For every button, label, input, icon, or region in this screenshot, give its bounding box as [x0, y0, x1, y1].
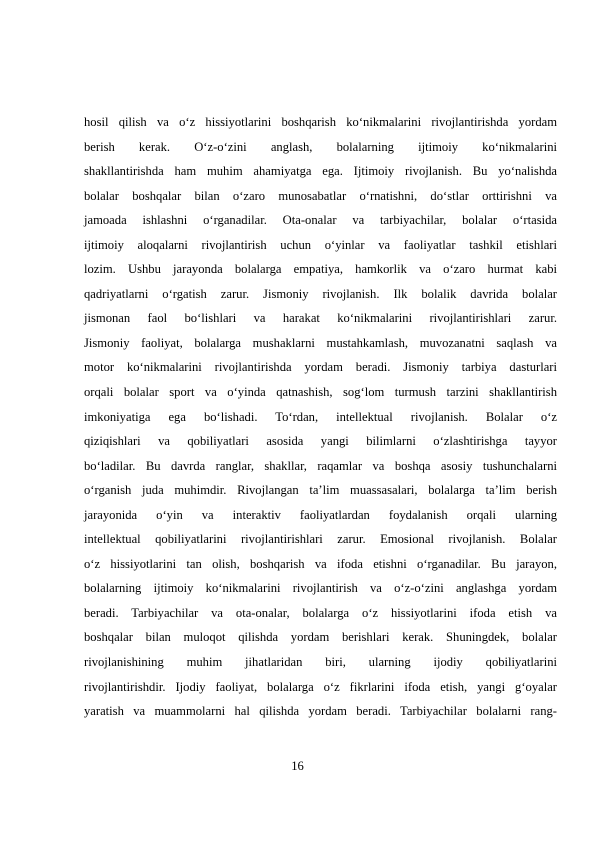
text-line: o‘rganish juda muhimdir. Rivojlangan ta’lim muassasalari, bolalarga ta’lim berish — [84, 483, 557, 498]
body-text — [84, 110, 557, 724]
text-line: hosil qilish va o‘z hissiyotlarini boshqarish ko‘nikmalarini rivojlantirishda yordam — [84, 115, 557, 129]
text-line: berish kerak. O‘z-o‘zini anglash, bolalarning ijtimoiy ko‘nikmalarini — [84, 139, 557, 154]
text-line: beradi. Tarbiyachilar va ota-onalar, bolalarga o‘z hissiyotlarini ifoda etish va — [84, 605, 557, 620]
text-line: bolalar boshqalar bilan o‘zaro munosabatlar o‘rnatishni, do‘stlar orttirishni va — [84, 188, 557, 203]
text-line: boshqalar bilan muloqot qilishda yordam berishlari kerak. Shuningdek, bolalar — [84, 630, 557, 645]
page-number: 16 — [291, 759, 304, 773]
text-line: bo‘ladilar. Bu davrda ranglar, shakllar, raqamlar va boshqa asosiy tushunchalarni — [84, 458, 557, 473]
text-line: rivojlanishining muhim jihatlaridan biri, ularning ijodiy qobiliyatlarini — [84, 655, 557, 670]
text-line: qiziqishlari va qobiliyatlari asosida yangi bilimlarni o‘zlashtirishga tayyor — [84, 434, 557, 449]
text-line: yaratish va muammolarni hal qilishda yordam beradi. Tarbiyachilar bolalarni rang- — [84, 704, 557, 719]
text-line: orqali bolalar sport va o‘yinda qatnashish, sog‘lom turmush tarzini shakllantirish — [84, 385, 557, 400]
text-line: imkoniyatiga ega bo‘lishadi. To‘rdan, intellektual rivojlanish. Bolalar o‘z — [84, 409, 557, 424]
text-line: ijtimoiy aloqalarni rivojlantirish uchun o‘yinlar va faoliyatlar tashkil etishlari — [84, 237, 557, 252]
text-line: jarayonida o‘yin va interaktiv faoliyatlardan foydalanish orqali ularning — [84, 507, 557, 522]
text-line: rivojlantirishdir. Ijodiy faoliyat, bolalarga o‘z fikrlarini ifoda etish, yangi g‘oyalar — [84, 679, 557, 694]
text-line: bolalarning ijtimoiy ko‘nikmalarini rivojlantirish va o‘z-o‘zini anglashga yordam — [84, 581, 557, 596]
text-line: qadriyatlarni o‘rgatish zarur. Jismoniy rivojlanish. Ilk bolalik davrida bolalar — [84, 286, 557, 301]
text-line: shakllantirishda ham muhim ahamiyatga ega. Ijtimoiy rivojlanish. Bu yo‘nalishda — [84, 164, 557, 179]
text-line: jamoada ishlashni o‘rganadilar. Ota-onalar va tarbiyachilar, bolalar o‘rtasida — [84, 213, 557, 228]
text-line: jismonan faol bo‘lishlari va harakat ko‘nikmalarini rivojlantirishlari zarur. — [84, 311, 557, 326]
text-line: Jismoniy faoliyat, bolalarga mushaklarni mustahkamlash, muvozanatni saqlash va — [84, 335, 557, 350]
text-line: intellektual qobiliyatlarini rivojlantirishlari zarur. Emosional rivojlanish. Bolalar — [84, 532, 557, 547]
text-line: lozim. Ushbu jarayonda bolalarga empatiya, hamkorlik va o‘zaro hurmat kabi — [84, 262, 557, 277]
text-line: motor ko‘nikmalarini rivojlantirishda yordam beradi. Jismoniy tarbiya dasturlari — [84, 360, 557, 375]
text-line: o‘z hissiyotlarini tan olish, boshqarish va ifoda etishni o‘rganadilar. Bu jarayon, — [84, 556, 557, 571]
